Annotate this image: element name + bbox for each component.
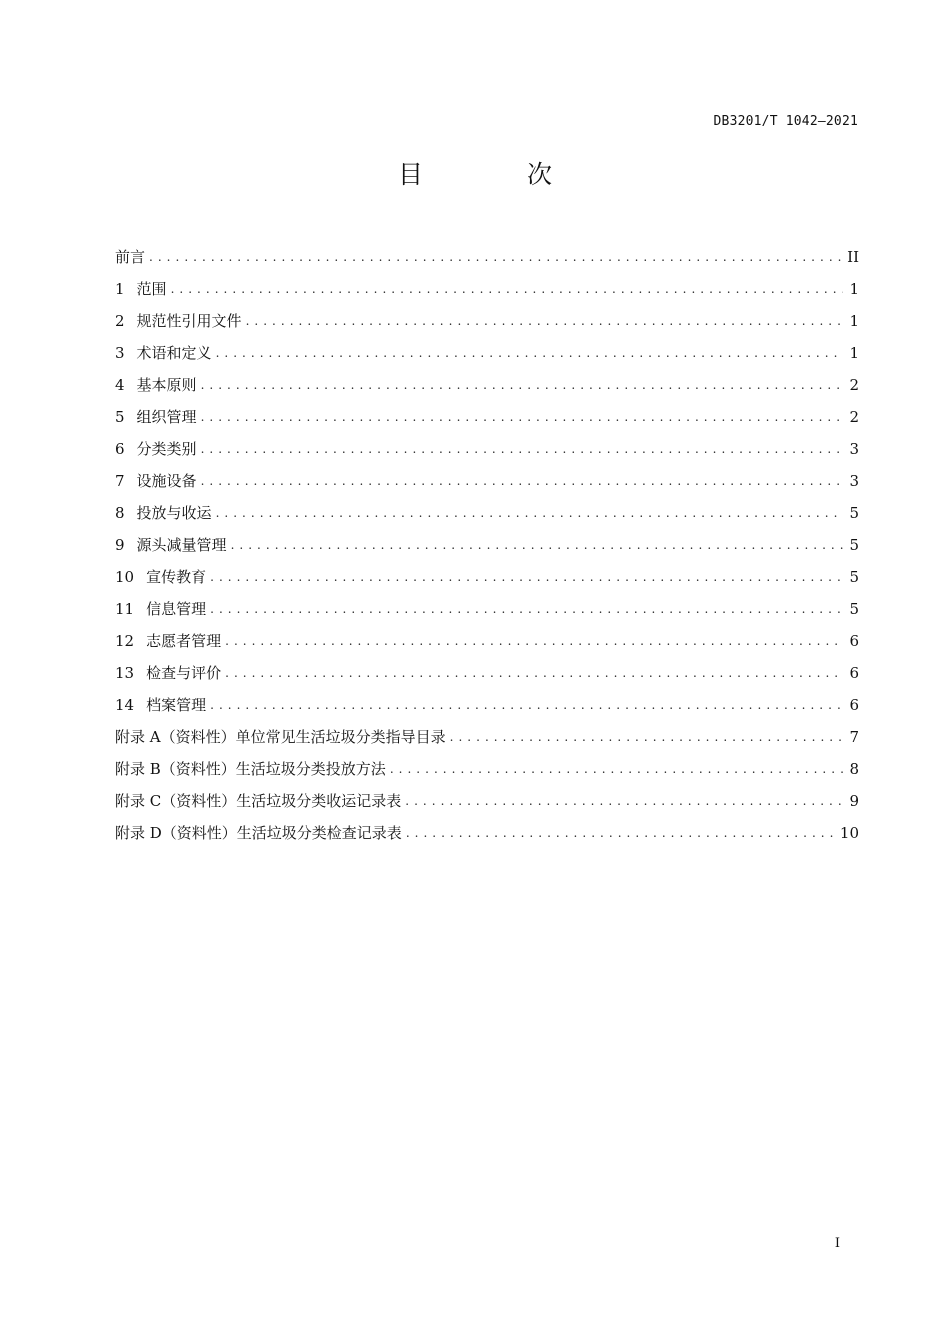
toc-dot-leader	[210, 594, 843, 623]
toc-entry-label: 生活垃圾分类检查记录表	[236, 824, 402, 842]
toc-entry-label: 基本原则	[136, 376, 197, 394]
toc-entry-number: 1	[115, 280, 125, 298]
appendix-prefix: 附录 B（资料性）	[115, 760, 236, 778]
toc-entry-number: 4	[115, 376, 125, 394]
appendix-prefix: 附录 D（资料性）	[115, 824, 237, 842]
toc-entry-9[interactable]	[115, 531, 859, 563]
toc-entry-label: 信息管理	[146, 600, 207, 618]
toc-entry-label: 组织管理	[136, 408, 197, 426]
toc-entry-6[interactable]	[115, 435, 859, 467]
toc-entry-label: 设施设备	[136, 472, 197, 490]
toc-entry-label: 分类类别	[136, 440, 197, 458]
toc-entry-page: 9	[849, 792, 859, 810]
toc-entry-10[interactable]	[115, 563, 859, 595]
toc-entry-page: 6	[849, 664, 859, 682]
toc-appendix-a[interactable]	[115, 723, 859, 755]
toc-dot-leader	[149, 242, 841, 271]
toc-entry-foreword[interactable]	[115, 243, 859, 275]
toc-entry-page: 5	[849, 600, 859, 618]
toc-entry-label: 生活垃圾分类收运记录表	[236, 792, 402, 810]
toc-entry-label: 宣传教育	[146, 568, 207, 586]
toc-entry-4[interactable]	[115, 371, 859, 403]
toc-entry-label: 档案管理	[146, 696, 207, 714]
toc-dot-leader	[201, 370, 843, 399]
toc-dot-leader	[231, 530, 843, 559]
toc-entry-page: 5	[849, 504, 859, 522]
toc-entry-page: 5	[849, 568, 859, 586]
toc-dot-leader	[225, 658, 843, 687]
toc-entry-13[interactable]	[115, 659, 859, 691]
toc-entry-page: 8	[849, 760, 859, 778]
toc-entry-label: 源头减量管理	[136, 536, 227, 554]
toc-dot-leader	[406, 818, 834, 847]
toc-entry-label: 单位常见生活垃圾分类指导目录	[235, 728, 446, 746]
toc-entry-page: 7	[849, 728, 859, 746]
toc-dot-leader	[216, 498, 843, 527]
toc-entry-number: 5	[115, 408, 125, 426]
toc-dot-leader	[390, 754, 843, 783]
toc-dot-leader	[201, 466, 843, 495]
toc-dot-leader	[210, 562, 843, 591]
toc-entry-number: 12	[115, 632, 135, 650]
page-title: 目 次	[398, 160, 600, 189]
toc-entry-number: 11	[115, 600, 135, 618]
toc-entry-7[interactable]	[115, 467, 859, 499]
toc-entry-number: 13	[115, 664, 135, 682]
appendix-prefix: 附录 A（资料性）	[115, 728, 236, 746]
toc-entry-page: 2	[849, 408, 859, 426]
toc-entry-number: 14	[115, 696, 135, 714]
toc-dot-leader	[201, 434, 843, 463]
toc-entry-11[interactable]	[115, 595, 859, 627]
toc-entry-number: 2	[115, 312, 125, 330]
toc-entry-12[interactable]	[115, 627, 859, 659]
toc-dot-leader	[405, 786, 843, 815]
toc-dot-leader	[201, 402, 843, 431]
toc-entry-14[interactable]	[115, 691, 859, 723]
toc-dot-leader	[216, 338, 843, 367]
toc-dot-leader	[210, 690, 843, 719]
toc-dot-leader	[171, 274, 843, 303]
toc-entry-label: 检查与评价	[146, 664, 222, 682]
toc-appendix-d[interactable]	[115, 819, 859, 851]
toc-entry-label: 范围	[136, 280, 167, 298]
toc-entry-number: 8	[115, 504, 125, 522]
toc-entry-page: 1	[849, 344, 859, 362]
toc-entry-number: 3	[115, 344, 125, 362]
toc-entry-number: 7	[115, 472, 125, 490]
toc-entry-page: 2	[849, 376, 859, 394]
page-number: I	[834, 1236, 840, 1251]
toc-entry-2[interactable]	[115, 307, 859, 339]
toc-entry-page: II	[847, 248, 859, 266]
toc-entry-page: 3	[849, 472, 859, 490]
toc-entry-1[interactable]	[115, 275, 859, 307]
toc-entry-label: 投放与收运	[136, 504, 212, 522]
toc-entry-number: 9	[115, 536, 125, 554]
table-of-contents	[115, 243, 859, 851]
toc-entry-8[interactable]	[115, 499, 859, 531]
toc-entry-page: 1	[849, 280, 859, 298]
toc-entry-label: 前言	[115, 248, 146, 266]
appendix-prefix: 附录 C（资料性）	[115, 792, 237, 810]
toc-entry-page: 1	[849, 312, 859, 330]
toc-dot-leader	[450, 722, 843, 751]
toc-dot-leader	[246, 306, 843, 335]
toc-entry-page: 6	[849, 696, 859, 714]
toc-entry-page: 5	[849, 536, 859, 554]
toc-appendix-c[interactable]	[115, 787, 859, 819]
toc-entry-page: 3	[849, 440, 859, 458]
toc-entry-3[interactable]	[115, 339, 859, 371]
toc-entry-label: 术语和定义	[136, 344, 212, 362]
toc-entry-5[interactable]	[115, 403, 859, 435]
toc-entry-number: 10	[115, 568, 135, 586]
toc-entry-label: 规范性引用文件	[136, 312, 242, 330]
document-code: DB3201/T 1042—2021	[713, 114, 858, 129]
toc-entry-page: 6	[849, 632, 859, 650]
toc-entry-number: 6	[115, 440, 125, 458]
toc-entry-label: 志愿者管理	[146, 632, 222, 650]
toc-entry-label: 生活垃圾分类投放方法	[235, 760, 386, 778]
toc-entry-page: 10	[839, 824, 859, 842]
toc-appendix-b[interactable]	[115, 755, 859, 787]
toc-dot-leader	[225, 626, 843, 655]
